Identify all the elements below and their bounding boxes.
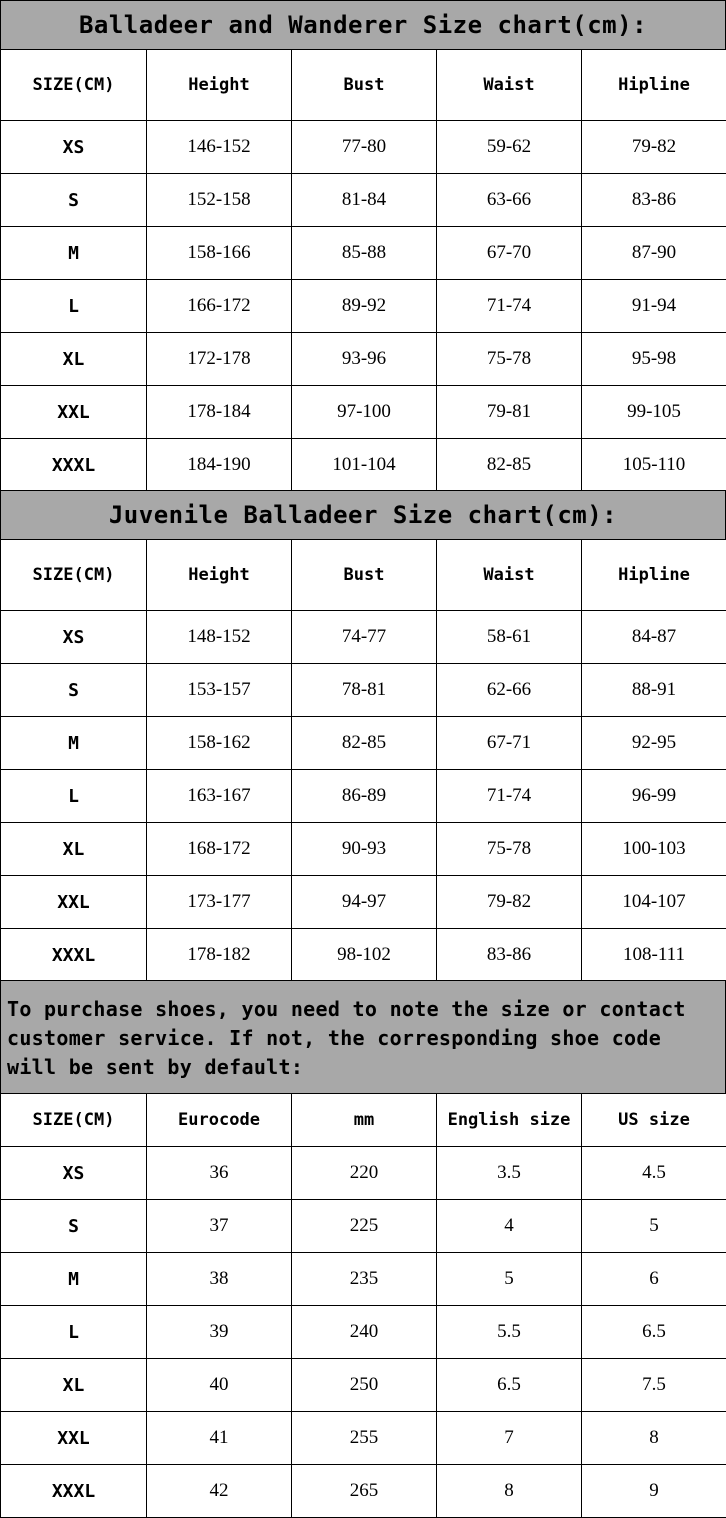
column-header: Bust xyxy=(292,540,437,611)
value-cell: 79-82 xyxy=(582,121,726,174)
value-cell: 88-91 xyxy=(582,664,726,717)
value-cell: 96-99 xyxy=(582,770,726,823)
table-row xyxy=(1,823,726,876)
value-cell: 89-92 xyxy=(292,280,437,333)
value-cell: 86-89 xyxy=(292,770,437,823)
table-row xyxy=(1,770,726,823)
value-cell: 6 xyxy=(582,1253,726,1306)
value-cell: 146-152 xyxy=(147,121,292,174)
column-header: Bust xyxy=(292,50,437,121)
size-label-cell: L xyxy=(1,280,147,333)
value-cell: 99-105 xyxy=(582,386,726,439)
size-label-cell: M xyxy=(1,227,147,280)
value-cell: 36 xyxy=(147,1147,292,1200)
size-label-cell: S xyxy=(1,1200,147,1253)
value-cell: 78-81 xyxy=(292,664,437,717)
value-cell: 83-86 xyxy=(582,174,726,227)
size-label-cell: XXL xyxy=(1,876,147,929)
table-row xyxy=(1,1200,726,1253)
value-cell: 255 xyxy=(292,1412,437,1465)
table-row xyxy=(1,1412,726,1465)
adult-size-table xyxy=(0,49,726,492)
value-cell: 71-74 xyxy=(437,280,582,333)
size-label-cell: XS xyxy=(1,611,147,664)
size-label-cell: XS xyxy=(1,1147,147,1200)
table-row xyxy=(1,333,726,386)
value-cell: 163-167 xyxy=(147,770,292,823)
value-cell: 153-157 xyxy=(147,664,292,717)
column-header: Hipline xyxy=(582,50,726,121)
table-row xyxy=(1,664,726,717)
column-header: SIZE(CM) xyxy=(1,1094,147,1147)
value-cell: 67-71 xyxy=(437,717,582,770)
value-cell: 100-103 xyxy=(582,823,726,876)
value-cell: 108-111 xyxy=(582,929,726,982)
table-row xyxy=(1,1359,726,1412)
value-cell: 158-162 xyxy=(147,717,292,770)
shoe-purchase-note: To purchase shoes, you need to note the size or contact customer service. If not, the corresponding shoe code will be sent by default: xyxy=(0,980,726,1094)
header-row xyxy=(1,540,726,611)
table-row xyxy=(1,1253,726,1306)
value-cell: 98-102 xyxy=(292,929,437,982)
value-cell: 250 xyxy=(292,1359,437,1412)
column-header: Height xyxy=(147,50,292,121)
value-cell: 6.5 xyxy=(582,1306,726,1359)
size-label-cell: L xyxy=(1,770,147,823)
adult-chart-title: Balladeer and Wanderer Size chart(cm): xyxy=(0,0,726,50)
value-cell: 42 xyxy=(147,1465,292,1518)
value-cell: 39 xyxy=(147,1306,292,1359)
value-cell: 90-93 xyxy=(292,823,437,876)
size-label-cell: S xyxy=(1,664,147,717)
value-cell: 85-88 xyxy=(292,227,437,280)
column-header: Waist xyxy=(437,50,582,121)
size-label-cell: L xyxy=(1,1306,147,1359)
value-cell: 166-172 xyxy=(147,280,292,333)
value-cell: 82-85 xyxy=(292,717,437,770)
column-header: US size xyxy=(582,1094,726,1147)
value-cell: 91-94 xyxy=(582,280,726,333)
size-label-cell: XXXL xyxy=(1,929,147,982)
value-cell: 5.5 xyxy=(437,1306,582,1359)
size-label-cell: XS xyxy=(1,121,147,174)
table-row xyxy=(1,121,726,174)
value-cell: 63-66 xyxy=(437,174,582,227)
column-header: Waist xyxy=(437,540,582,611)
value-cell: 77-80 xyxy=(292,121,437,174)
value-cell: 74-77 xyxy=(292,611,437,664)
size-label-cell: XXL xyxy=(1,1412,147,1465)
column-header: Eurocode xyxy=(147,1094,292,1147)
header-row xyxy=(1,50,726,121)
table-row xyxy=(1,1147,726,1200)
value-cell: 172-178 xyxy=(147,333,292,386)
value-cell: 58-61 xyxy=(437,611,582,664)
shoe-size-table xyxy=(0,1093,726,1518)
value-cell: 40 xyxy=(147,1359,292,1412)
table-row xyxy=(1,611,726,664)
size-label-cell: XXXL xyxy=(1,1465,147,1518)
table-row xyxy=(1,1306,726,1359)
value-cell: 97-100 xyxy=(292,386,437,439)
value-cell: 3.5 xyxy=(437,1147,582,1200)
value-cell: 41 xyxy=(147,1412,292,1465)
table-row xyxy=(1,876,726,929)
column-header: SIZE(CM) xyxy=(1,540,147,611)
value-cell: 101-104 xyxy=(292,439,437,492)
table-row xyxy=(1,1465,726,1518)
value-cell: 71-74 xyxy=(437,770,582,823)
size-label-cell: XXXL xyxy=(1,439,147,492)
value-cell: 75-78 xyxy=(437,333,582,386)
column-header: Height xyxy=(147,540,292,611)
value-cell: 81-84 xyxy=(292,174,437,227)
value-cell: 38 xyxy=(147,1253,292,1306)
value-cell: 184-190 xyxy=(147,439,292,492)
value-cell: 75-78 xyxy=(437,823,582,876)
value-cell: 84-87 xyxy=(582,611,726,664)
column-header: mm xyxy=(292,1094,437,1147)
value-cell: 8 xyxy=(582,1412,726,1465)
value-cell: 95-98 xyxy=(582,333,726,386)
column-header: SIZE(CM) xyxy=(1,50,147,121)
value-cell: 105-110 xyxy=(582,439,726,492)
value-cell: 87-90 xyxy=(582,227,726,280)
size-label-cell: M xyxy=(1,1253,147,1306)
value-cell: 9 xyxy=(582,1465,726,1518)
value-cell: 4.5 xyxy=(582,1147,726,1200)
value-cell: 83-86 xyxy=(437,929,582,982)
column-header: Hipline xyxy=(582,540,726,611)
value-cell: 6.5 xyxy=(437,1359,582,1412)
table-row xyxy=(1,174,726,227)
table-row xyxy=(1,280,726,333)
value-cell: 37 xyxy=(147,1200,292,1253)
value-cell: 82-85 xyxy=(437,439,582,492)
value-cell: 265 xyxy=(292,1465,437,1518)
value-cell: 79-81 xyxy=(437,386,582,439)
value-cell: 240 xyxy=(292,1306,437,1359)
value-cell: 152-158 xyxy=(147,174,292,227)
value-cell: 173-177 xyxy=(147,876,292,929)
table-row xyxy=(1,439,726,492)
value-cell: 5 xyxy=(437,1253,582,1306)
table-row xyxy=(1,227,726,280)
value-cell: 220 xyxy=(292,1147,437,1200)
size-label-cell: XL xyxy=(1,823,147,876)
size-label-cell: S xyxy=(1,174,147,227)
header-row xyxy=(1,1094,726,1147)
value-cell: 79-82 xyxy=(437,876,582,929)
value-cell: 93-96 xyxy=(292,333,437,386)
value-cell: 178-184 xyxy=(147,386,292,439)
value-cell: 67-70 xyxy=(437,227,582,280)
juvenile-size-table xyxy=(0,539,726,982)
value-cell: 92-95 xyxy=(582,717,726,770)
value-cell: 148-152 xyxy=(147,611,292,664)
column-header: English size xyxy=(437,1094,582,1147)
size-label-cell: XXL xyxy=(1,386,147,439)
value-cell: 94-97 xyxy=(292,876,437,929)
size-label-cell: M xyxy=(1,717,147,770)
value-cell: 7.5 xyxy=(582,1359,726,1412)
value-cell: 178-182 xyxy=(147,929,292,982)
size-label-cell: XL xyxy=(1,333,147,386)
value-cell: 4 xyxy=(437,1200,582,1253)
value-cell: 5 xyxy=(582,1200,726,1253)
value-cell: 168-172 xyxy=(147,823,292,876)
value-cell: 59-62 xyxy=(437,121,582,174)
value-cell: 225 xyxy=(292,1200,437,1253)
value-cell: 104-107 xyxy=(582,876,726,929)
value-cell: 8 xyxy=(437,1465,582,1518)
table-row xyxy=(1,386,726,439)
value-cell: 62-66 xyxy=(437,664,582,717)
value-cell: 158-166 xyxy=(147,227,292,280)
juvenile-chart-title: Juvenile Balladeer Size chart(cm): xyxy=(0,490,726,540)
table-row xyxy=(1,929,726,982)
size-label-cell: XL xyxy=(1,1359,147,1412)
value-cell: 7 xyxy=(437,1412,582,1465)
value-cell: 235 xyxy=(292,1253,437,1306)
table-row xyxy=(1,717,726,770)
